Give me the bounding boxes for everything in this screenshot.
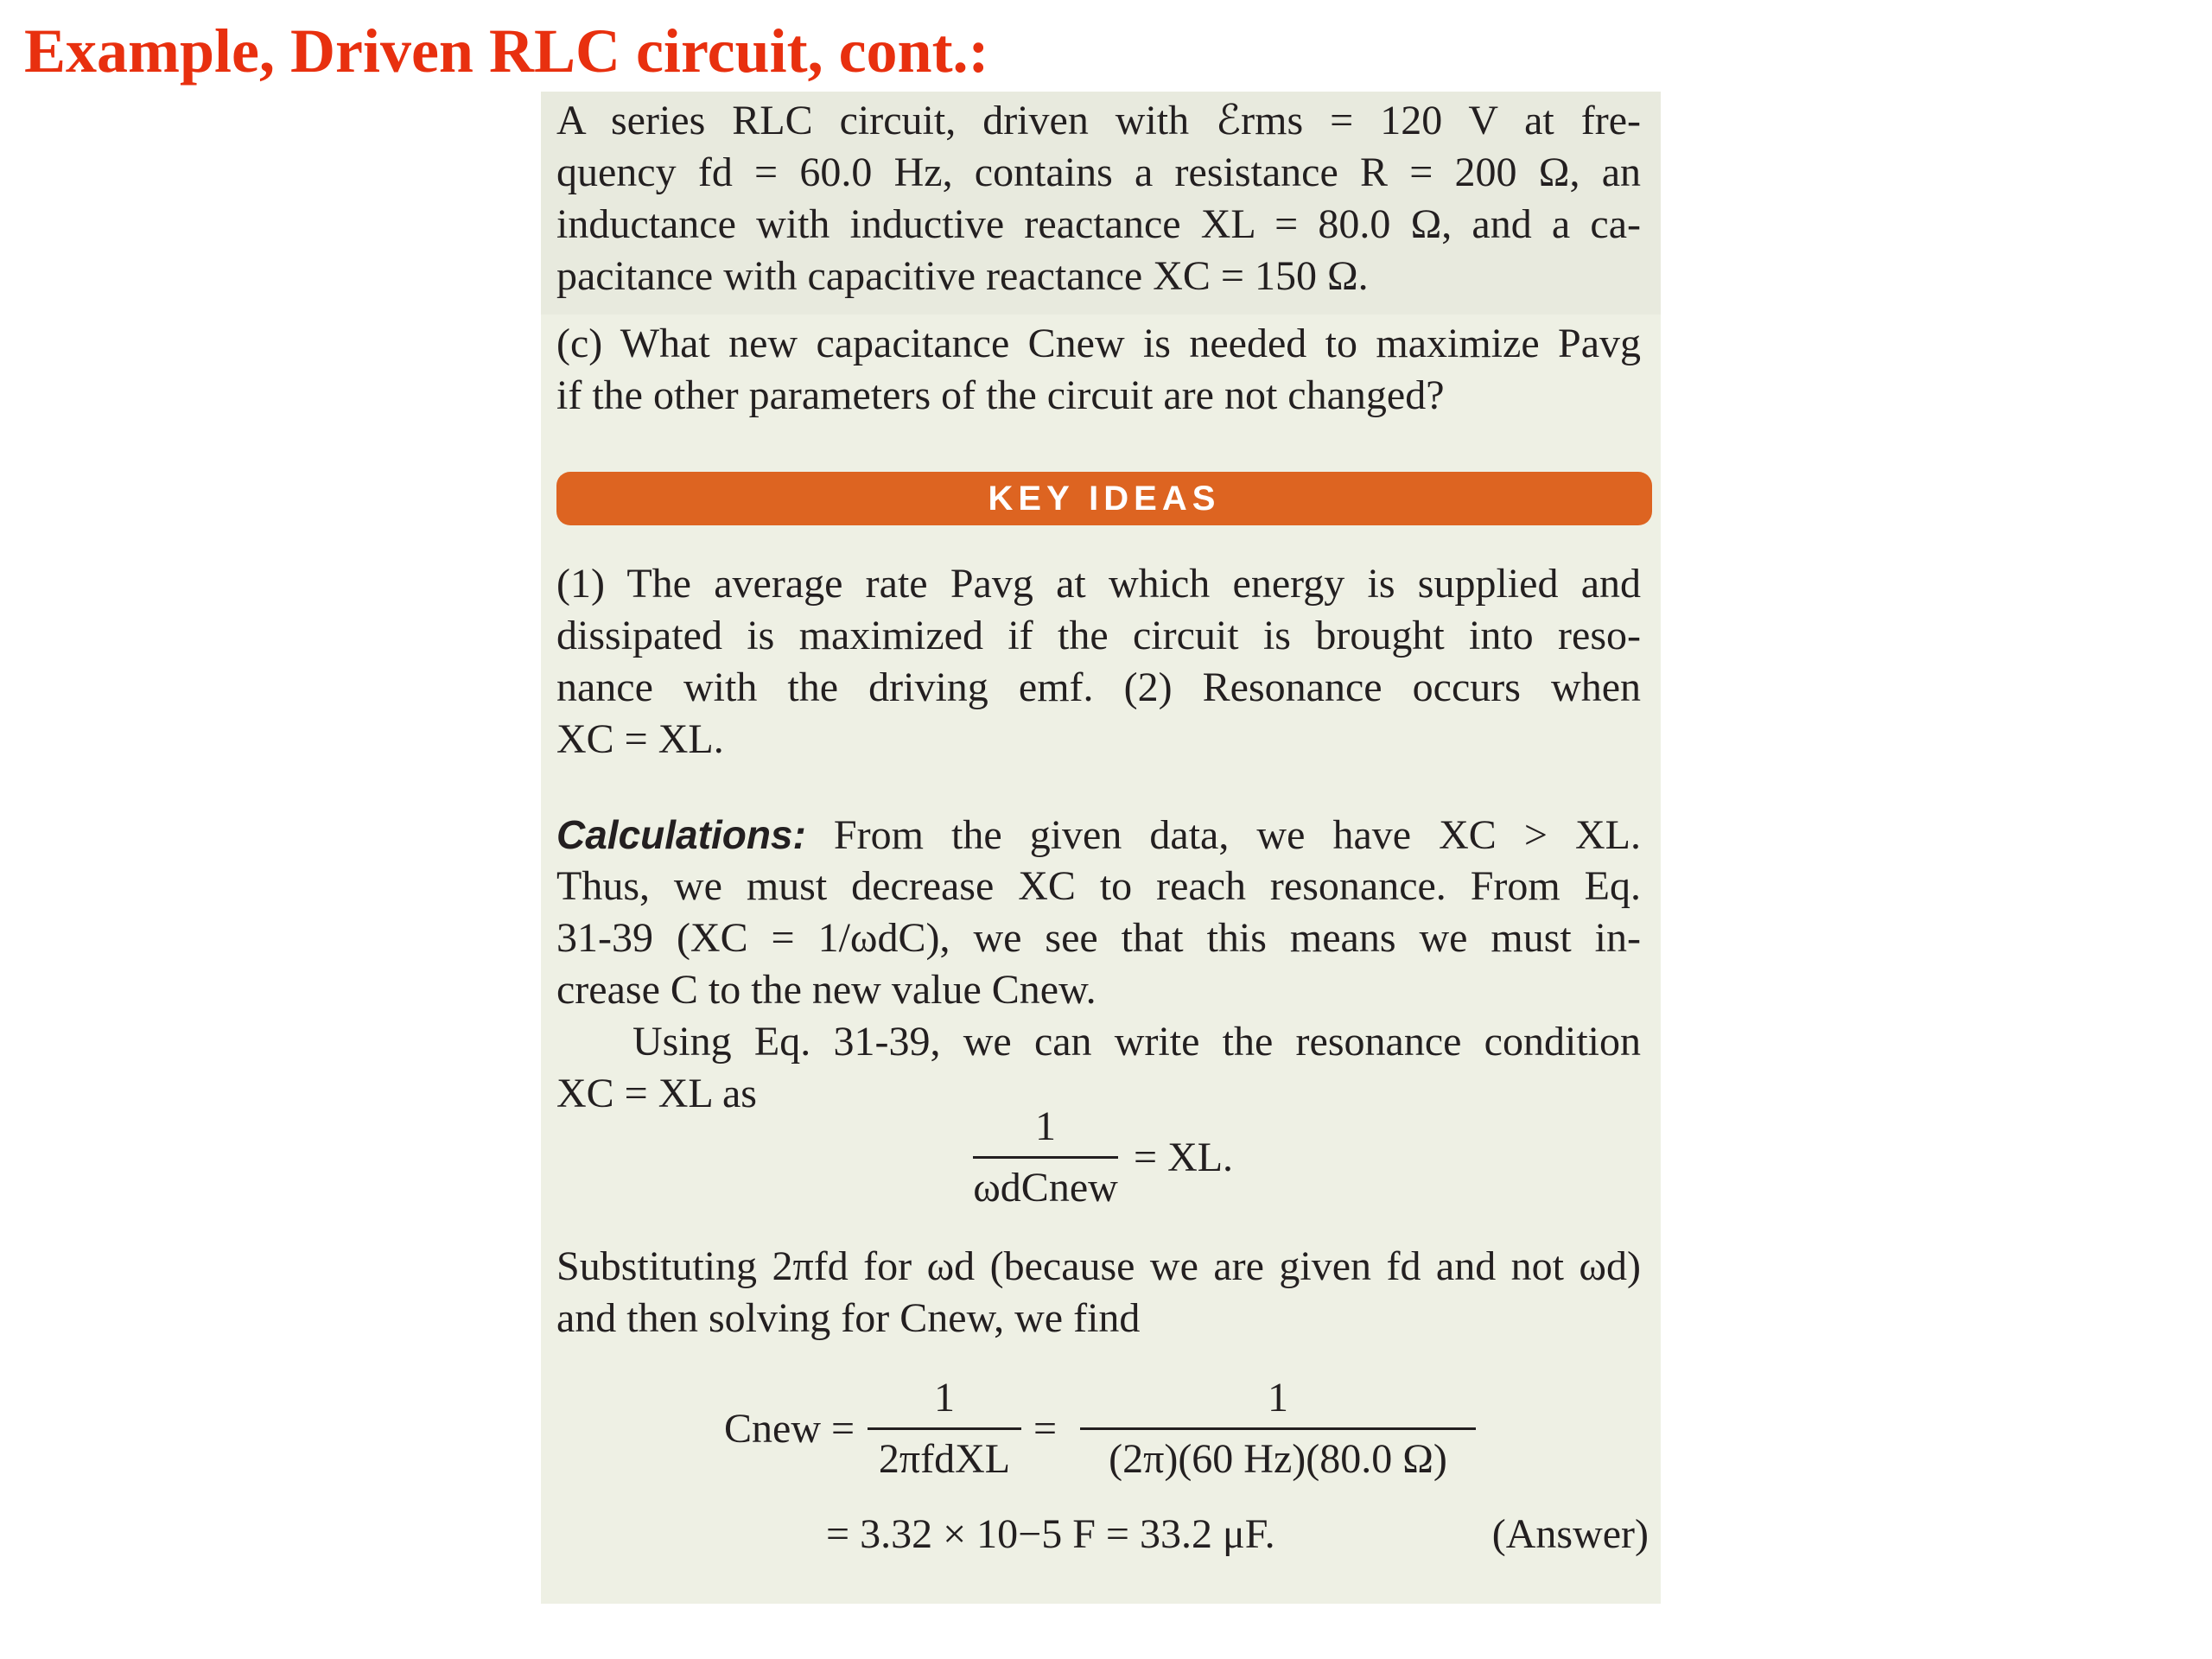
eq2-lhs: Cnew = bbox=[724, 1406, 855, 1452]
eq2-frac2-denominator: (2π)(60 Hz)(80.0 Ω) bbox=[1109, 1436, 1447, 1482]
eq1-numerator: 1 bbox=[1035, 1103, 1056, 1149]
calculations-line-5: Using Eq. 31-39, we can write the resonance condition bbox=[632, 1019, 1641, 1065]
fraction-bar bbox=[1080, 1427, 1476, 1430]
eq2-fraction-1 bbox=[868, 1374, 1021, 1484]
key-ideas-header: KEY IDEAS bbox=[556, 472, 1652, 525]
eq2-frac1-denominator: 2πfdXL bbox=[878, 1436, 1011, 1482]
answer-tag: (Answer) bbox=[1491, 1511, 1649, 1557]
eq1-denominator: ωdCnew bbox=[973, 1165, 1118, 1211]
fraction-bar bbox=[868, 1427, 1021, 1430]
key-idea-line-3: nance with the driving emf. (2) Resonance occurs when bbox=[556, 664, 1641, 710]
question-line-1: (c) What new capacitance Cnew is needed to maximize Pavg bbox=[556, 321, 1641, 366]
eq2-frac1-numerator: 1 bbox=[934, 1375, 955, 1421]
calculations-line-1-text: From the given data, we have XC > XL. bbox=[833, 812, 1642, 858]
eq2-fraction-2 bbox=[1080, 1374, 1476, 1484]
slide-title: Example, Driven RLC circuit, cont.: bbox=[24, 16, 989, 86]
textbook-excerpt-panel bbox=[541, 92, 1661, 1604]
calculations-line-3: 31-39 (XC = 1/ωdC), we see that this means we must in- bbox=[556, 915, 1641, 961]
calculations-line-6: XC = XL as bbox=[556, 1071, 757, 1116]
problem-line-4: pacitance with capacitive reactance XC = 150 Ω. bbox=[556, 253, 1369, 299]
problem-line-3: inductance with inductive reactance XL = 80.0 Ω, and a ca- bbox=[556, 201, 1641, 247]
key-idea-line-2: dissipated is maximized if the circuit is brought into reso- bbox=[556, 613, 1641, 658]
fraction-bar bbox=[973, 1156, 1118, 1159]
substitution-line-2: and then solving for Cnew, we find bbox=[556, 1295, 1141, 1341]
key-idea-line-4: XC = XL. bbox=[556, 716, 724, 762]
calculations-line-4: crease C to the new value Cnew. bbox=[556, 967, 1096, 1013]
eq2-result: = 3.32 × 10−5 F = 33.2 μF. bbox=[826, 1511, 1275, 1557]
question-line-2: if the other parameters of the circuit are not changed? bbox=[556, 372, 1445, 418]
substitution-line-1: Substituting 2πfd for ωd (because we are given fd and not ωd) bbox=[556, 1243, 1641, 1289]
key-idea-line-1: (1) The average rate Pavg at which energy is supplied and bbox=[556, 561, 1641, 607]
eq1-rhs: = XL. bbox=[1134, 1135, 1234, 1180]
problem-line-1: A series RLC circuit, driven with ℰrms = 120 V at fre- bbox=[556, 98, 1641, 143]
calculations-line-2: Thus, we must decrease XC to reach resonance. From Eq. bbox=[556, 863, 1641, 909]
eq2-frac2-numerator: 1 bbox=[1268, 1375, 1288, 1421]
calculations-line-1 bbox=[556, 809, 1641, 861]
resonance-equation-fraction bbox=[973, 1103, 1118, 1212]
calculations-label: Calculations: bbox=[556, 812, 806, 857]
problem-line-2: quency fd = 60.0 Hz, contains a resistance R = 200 Ω, an bbox=[556, 149, 1641, 195]
eq2-equals: = bbox=[1033, 1406, 1058, 1452]
